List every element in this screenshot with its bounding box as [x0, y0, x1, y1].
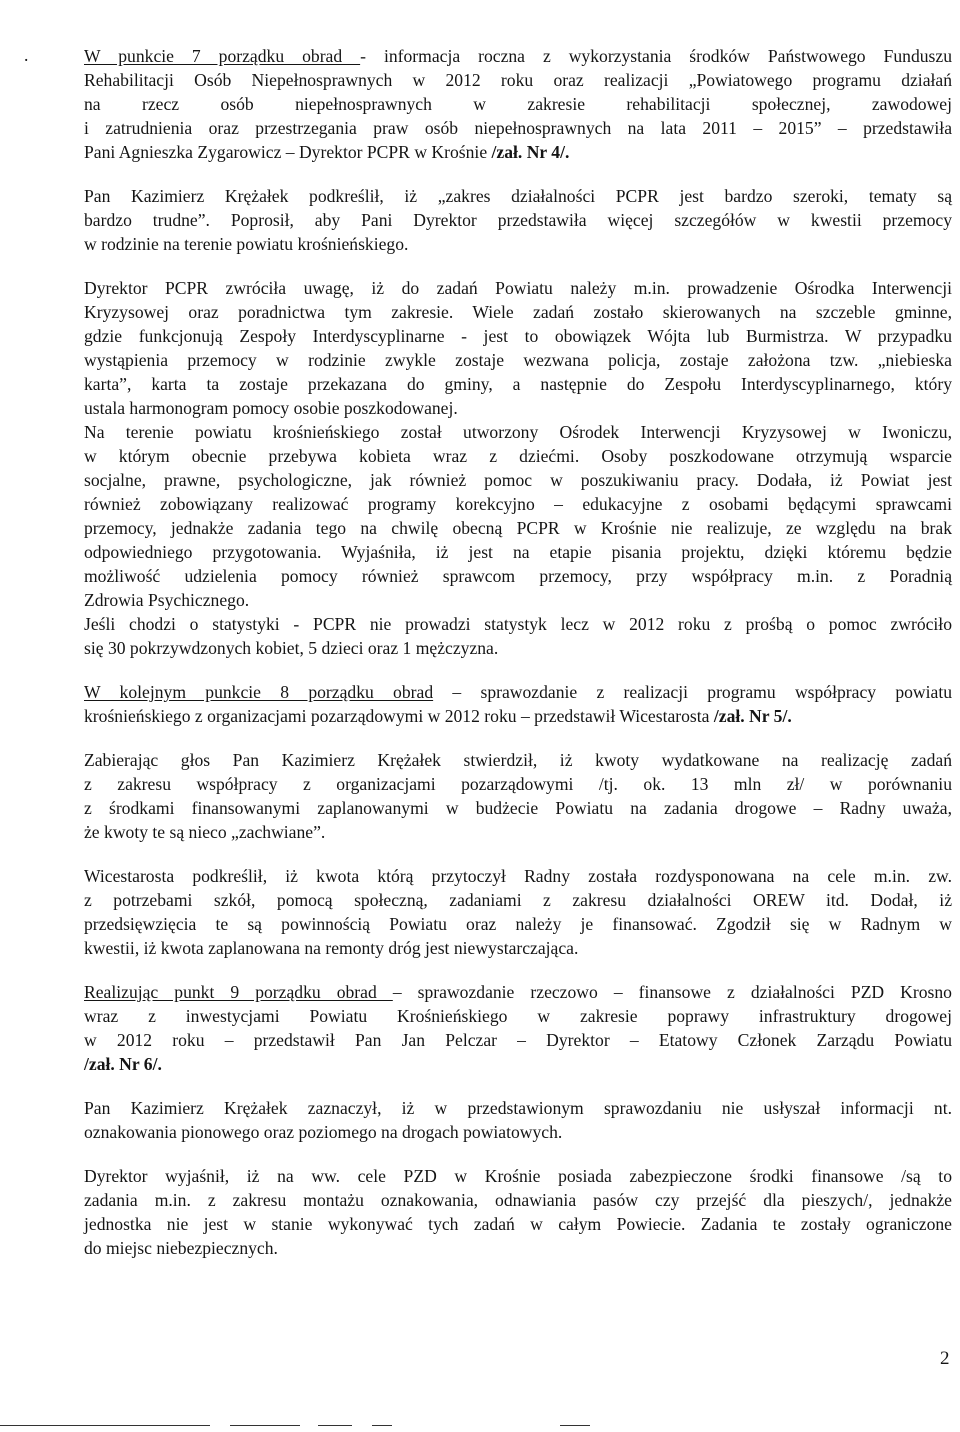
text-line: [84, 1028, 952, 1052]
text-line: [84, 912, 952, 936]
text-span: w rodzinie na terenie powiatu krośnieńskiego.: [84, 234, 409, 254]
rule-segment: [318, 1425, 352, 1426]
text-line: [84, 372, 952, 396]
text-line: [84, 140, 952, 164]
text-line: [84, 888, 952, 912]
text-span: i zatrudnienia oraz przestrzegania praw osób niepełnosprawnych na lata 2011 – 2015” – przedstawiła: [84, 118, 952, 138]
text-span: z zakresu współpracy z organizacjami pozarządowymi /tj. ok. 13 mln zł/ w porównaniu: [84, 774, 952, 794]
text-line: [84, 208, 952, 232]
text-span: Zabierając głos Pan Kazimierz Krężałek stwierdził, iż kwoty wydatkowane na realizację zadań: [84, 750, 952, 770]
text-span: Dyrektor wyjaśnił, iż na ww. cele PZD w Krośnie posiada zabezpieczone środki finansowe /są to: [84, 1166, 952, 1186]
text-line: [84, 116, 952, 140]
text-span: gdzie funkcjonują Zespoły Interdyscyplinarne - jest to obowiązek Wójta lub Burmistrza. W przypadku: [84, 326, 952, 346]
text-line: [84, 92, 952, 116]
text-span: Na terenie powiatu krośnieńskiego został utworzony Ośrodek Interwencji Kryzysowej w Iwoniczu,: [84, 422, 952, 442]
text-line: [84, 588, 952, 612]
text-line: [84, 772, 952, 796]
text-span: również zobowiązany realizować programy korekcyjno – edukacyjne z osobami będącymi sprawcami: [84, 494, 952, 514]
attachment-ref: /zał. Nr 6/.: [84, 1054, 162, 1074]
rule-segment: [560, 1425, 590, 1426]
text-line: [84, 300, 952, 324]
text-line: [84, 492, 952, 516]
text-line: [84, 980, 952, 1004]
text-span: do miejsc niebezpiecznych.: [84, 1238, 278, 1258]
rule-segment: [372, 1425, 392, 1426]
rule-segment: [0, 1425, 210, 1426]
text-line: [84, 540, 952, 564]
text-line: [84, 612, 952, 636]
text-span: Rehabilitacji Osób Niepełnosprawnych w 2012 roku oraz realizacji „Powiatowego programu działań: [84, 70, 952, 90]
text-line: [84, 1236, 952, 1260]
text-span: z środkami finansowanymi zaplanowanymi w budżecie Powiatu na zadania drogowe – Radny uważa,: [84, 798, 952, 818]
text-line: [84, 1188, 952, 1212]
rule-segment: [230, 1425, 300, 1426]
text-line: [84, 704, 952, 728]
text-line: [84, 420, 952, 444]
text-span: kwestii, iż kwota zaplanowana na remonty dróg jest niewystarczająca.: [84, 938, 579, 958]
text-line: [84, 936, 952, 960]
text-span: wraz z inwestycjami Powiatu Krośnieńskiego w zakresie poprawy infrastruktury drogowej: [84, 1006, 952, 1026]
text-line: [84, 324, 952, 348]
text-line: [84, 44, 952, 68]
text-span: się 30 pokrzywdzonych kobiet, 5 dzieci oraz 1 mężczyzna.: [84, 638, 499, 658]
text-line: [84, 1120, 952, 1144]
text-span: przedsięwzięcia te są powinnością Powiatu oraz należy je finansować. Zgodził się w Radnym w: [84, 914, 952, 934]
text-line: [84, 636, 952, 660]
text-span: bardzo trudne”. Poprosił, aby Pani Dyrektor przedstawiła więcej szczegółów w kwestii przemocy: [84, 210, 952, 230]
text-span: wystąpienia przemocy w rodzinie zwykle zostaje wezwana policja, zostaje założona tzw. „niebieska: [84, 350, 952, 370]
text-line: [84, 232, 952, 256]
agenda-item-heading: W kolejnym punkcie 8 porządku obrad: [84, 682, 434, 702]
text-span: Pan Kazimierz Krężałek podkreślił, iż „zakres działalności PCPR jest bardzo szeroki, tematy są: [84, 186, 952, 206]
text-line: [84, 748, 952, 772]
text-line: [84, 396, 952, 420]
text-line: [84, 564, 952, 588]
text-line: [84, 348, 952, 372]
text-span: na rzecz osób niepełnosprawnych w zakresie rehabilitacji społecznej, zawodowej: [84, 94, 952, 114]
text-span: przemocy, jednakże zadania tego na chwilę obecną PCPR w Krośnie nie realizuje, ze względu na brak: [84, 518, 952, 538]
text-span: że kwoty te są nieco „zachwiane”.: [84, 822, 326, 842]
text-line: [84, 1004, 952, 1028]
text-line: [84, 516, 952, 540]
text-span: możliwość udzielenia pomocy również sprawcom przemocy, przy współpracy m.in. z Poradnią: [84, 566, 952, 586]
text-line: [84, 68, 952, 92]
text-span: odpowiedniego przygotowania. Wyjaśniła, iż jest na etapie pisania projektu, dzięki któremu będzie: [84, 542, 952, 562]
text-line: [84, 680, 952, 704]
stray-dot-marker: .: [24, 45, 29, 65]
text-span: w 2012 roku – przedstawił Pan Jan Pelczar – Dyrektor – Etatowy Członek Zarządu Powiatu: [84, 1030, 952, 1050]
attachment-ref: /zał. Nr 5/.: [713, 706, 792, 726]
text-span: socjalne, prawne, psychologiczne, jak również pomoc w poszukiwaniu pracy. Dodała, iż Powiat jest: [84, 470, 952, 490]
text-span: Jeśli chodzi o statystyki - PCPR nie prowadzi statystyk lecz w 2012 roku z prośbą o pomoc zwróciło: [84, 614, 952, 634]
text-span: - informacja roczna z wykorzystania środków Państwowego Funduszu: [360, 46, 952, 66]
text-line: [84, 1096, 952, 1120]
text-span: Dyrektor PCPR zwróciła uwagę, iż do zadań Powiatu należy m.in. prowadzenie Ośrodka Interwencji: [84, 278, 952, 298]
text-span: zadania m.in. z zakresu montażu oznakowania, odnawiania pasów czy przejść dla pieszych/, jednakże: [84, 1190, 952, 1210]
text-line: [84, 864, 952, 888]
text-span: karta”, karta ta zostaje przekazana do gminy, a następnie do Zespołu Interdyscyplinarnego, który: [84, 374, 952, 394]
text-line: [84, 820, 952, 844]
text-line: [84, 184, 952, 208]
text-span: – sprawozdanie z realizacji programu współpracy powiatu: [433, 682, 952, 702]
text-span: – sprawozdanie rzeczowo – finansowe z działalności PZD Krosno: [392, 982, 952, 1002]
text-line: [84, 468, 952, 492]
text-line: [84, 276, 952, 300]
attachment-ref: /zał. Nr 4/.: [491, 142, 570, 162]
text-span: w którym obecnie przebywa kobieta wraz z dziećmi. Osoby poszkodowane otrzymują wsparcie: [84, 446, 952, 466]
text-span: Kryzysowej oraz poradnictwa tym zakresie. Wiele zadań zostało skierowanych na szczeble gminne,: [84, 302, 952, 322]
text-span: Zdrowia Psychicznego.: [84, 590, 250, 610]
text-line: [84, 1212, 952, 1236]
text-span: z potrzebami szkół, pomocą społeczną, zadaniami z zakresu działalności OREW itd. Dodał, iż: [84, 890, 952, 910]
text-span: krośnieńskiego z organizacjami pozarządowymi w 2012 roku – przedstawił Wicestarosta: [84, 706, 714, 726]
text-span: ustala harmonogram pomocy osobie poszkodowanej.: [84, 398, 458, 418]
text-line: [84, 796, 952, 820]
text-line: [84, 1052, 952, 1076]
agenda-item-heading: Realizując punkt 9 porządku obrad: [84, 982, 393, 1002]
text-line: [84, 1164, 952, 1188]
agenda-item-heading: W punkcie 7 porządku obrad: [84, 46, 361, 66]
text-span: Wicestarosta podkreślił, iż kwota którą przytoczył Radny została rozdysponowana na cele m.in. zw.: [84, 866, 952, 886]
text-span: oznakowania pionowego oraz poziomego na drogach powiatowych.: [84, 1122, 563, 1142]
page-number: 2: [940, 1348, 950, 1369]
text-span: Pani Agnieszka Zygarowicz – Dyrektor PCPR w Krośnie: [84, 142, 492, 162]
text-span: jednostka nie jest w stanie wykonywać tych zadań w całym Powiecie. Zadania te zostały ograniczone: [84, 1214, 952, 1234]
text-line: [84, 444, 952, 468]
text-span: Pan Kazimierz Krężałek zaznaczył, iż w przedstawionym sprawozdaniu nie usłyszał informacji nt.: [84, 1098, 952, 1118]
